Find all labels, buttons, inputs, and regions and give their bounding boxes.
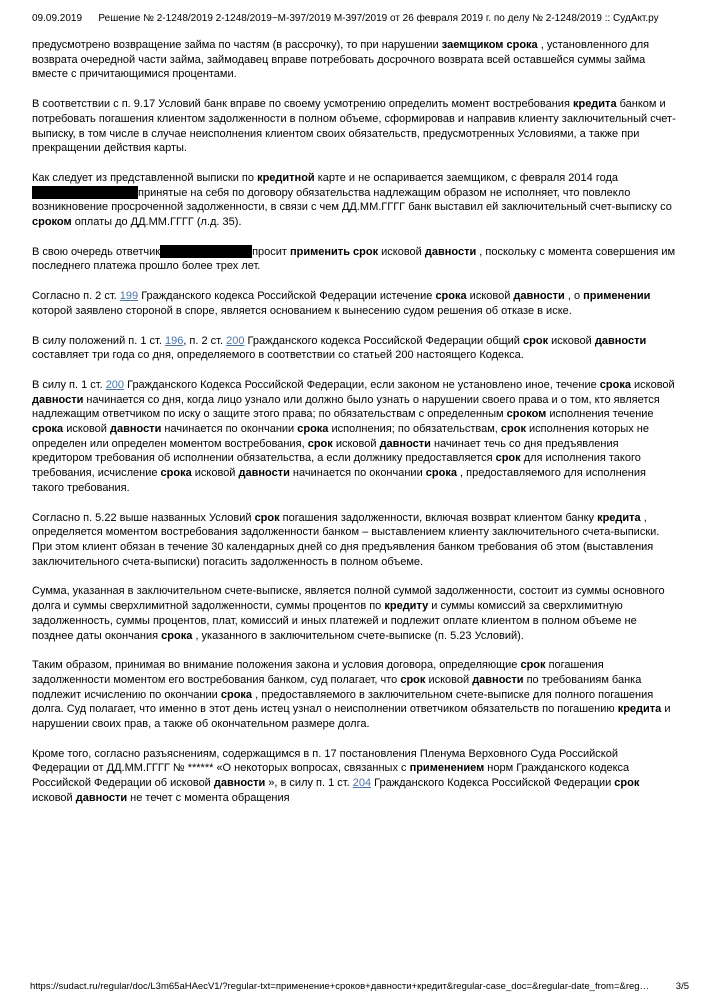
highlight-term: сроком [506, 408, 547, 421]
text-run: исковой [332, 437, 380, 450]
paragraph [32, 334, 677, 363]
text-run: просит [252, 245, 291, 258]
paragraph [32, 658, 677, 732]
text-run: которой заявлено стороной в споре, является основанием к вынесению судом решения об отказе в иске. [32, 304, 572, 317]
highlight-term: давности [238, 467, 290, 480]
highlight-term: срока [220, 688, 253, 701]
text-run: и нарушении своих прав, а также об окончательном размере долга. [32, 703, 671, 731]
text-run: исполнения которых не определен или определен моментом востребования, [32, 423, 649, 450]
text-run: В силу п. 1 ст. [32, 378, 106, 391]
highlight-term: давности [513, 290, 565, 303]
highlight-term: кредиту [384, 600, 429, 613]
highlight-term: срок [614, 777, 640, 790]
text-run: , о [564, 290, 584, 303]
highlight-term: срок [520, 659, 546, 672]
text-run: Как следует из представленной выписки по [32, 171, 258, 184]
paragraph [32, 97, 677, 156]
text-run: В силу положений п. 1 ст. [32, 334, 165, 347]
highlight-term: срок [523, 334, 549, 347]
highlight-term: давности [75, 791, 128, 804]
page-footer [0, 981, 707, 992]
redaction-box [160, 245, 252, 258]
highlight-term: сроком [32, 216, 72, 229]
text-run: банком и потребовать погашения клиентом задолженности в полном объеме, сформировав и направив клиенту заключительный счет-выписку, в том числе в случае неисполнения клиентом своих обязательств, предусмотренных Условиями, а также при прекращении действия карты. [32, 98, 676, 155]
highlight-term: срока [435, 290, 467, 303]
text-run: предусмотрено возвращение займа по частям (в рассрочку), то при нарушении [32, 39, 442, 51]
page-number: 3/5 [675, 981, 689, 992]
paragraph [32, 747, 677, 806]
paragraph [32, 289, 677, 318]
paragraph [32, 511, 677, 570]
highlight-term: заемщиком срока [441, 39, 538, 51]
highlight-term: срок [495, 452, 521, 465]
text-run: составляет три года со дня, определяемого в соответствии со статьей 200 настоящего Кодекса. [32, 349, 524, 362]
page-header [0, 0, 707, 24]
statute-link[interactable]: 200 [105, 378, 125, 391]
highlight-term: срок [254, 511, 280, 524]
redaction-box [32, 186, 138, 199]
statute-link[interactable]: 196 [164, 334, 184, 347]
text-run: , поскольку с момента совершения им последнего платежа прошло более трех лет. [32, 245, 676, 273]
text-run: исполнения; по обязательствам, [328, 423, 501, 436]
text-run: начинается по окончании [289, 467, 426, 480]
text-run: и суммы комиссий за сверхлимитную задолженность, суммы процентов, плат, комиссий и иных платежей и подлежит оплате клиентом в полном объеме не позднее даты окончания [32, 600, 637, 642]
header-title: Решение № 2-1248/2019 2-1248/2019~М-397/2019 М-397/2019 от 26 февраля 2019 г. по делу № 2-1248/2019 :: СудАкт.ру [98, 13, 659, 24]
text-run: Гражданского кодекса Российской Федерации истечение [138, 290, 436, 303]
text-run: исковой [466, 290, 514, 303]
text-run: Таким образом, принимая во внимание положения закона и условия договора, определяющие [32, 659, 521, 672]
highlight-term: применить срок [290, 245, 379, 258]
text-run: погашения задолженности моментом его востребования банком, суд полагает, что [32, 659, 604, 686]
highlight-term: срока [425, 467, 457, 480]
text-run: начинается по окончании [161, 423, 298, 436]
highlight-term: давности [213, 777, 266, 790]
highlight-term: давности [379, 437, 431, 450]
highlight-term: давности [594, 334, 647, 347]
highlight-term: применении [583, 290, 651, 303]
text-run: исковой [548, 334, 595, 347]
highlight-term: срока [161, 629, 193, 642]
paragraph [32, 171, 677, 230]
paragraph [32, 245, 677, 274]
highlight-term: срока [32, 423, 64, 436]
text-run: для исполнения такого требования, исчисление [32, 452, 641, 480]
highlight-term: давности [472, 673, 524, 686]
text-run: начинается со дня, когда лицо узнало или должно было узнать о нарушении своего права и о том, кто является надлежащим ответчиком по иску о защите этого права; по обязательствам с определенным [32, 393, 660, 421]
text-run: исковой [63, 423, 110, 436]
text-run: начинает течь со дня предъявления кредитором требования об исполнении обязательства, а если должнику предоставляется [32, 437, 619, 465]
highlight-term: срока [160, 467, 192, 480]
highlight-term: давности [32, 393, 84, 406]
text-run: , указанного в заключительном счете-выписке (п. 5.23 Условий). [192, 629, 524, 642]
text-run: В соответствии с п. 9.17 Условий банк вправе по своему усмотрению определить момент востребования [32, 98, 573, 111]
paragraph [32, 378, 677, 496]
text-run: погашения задолженности, включая возврат клиентом банку [279, 511, 598, 524]
paragraph [32, 584, 677, 643]
text-run: исковой [32, 791, 76, 804]
text-run: принятые на себя по договору обязательства надлежащим образом не исполняет, что повлекло возникновение просроченной задолженности, в связи с чем ДД.ММ.ГГГГ банк выставил ей заключительный счет-выписку со [32, 186, 672, 214]
statute-link[interactable]: 199 [119, 290, 139, 303]
text-run: Согласно п. 2 ст. [32, 290, 120, 303]
text-run: Согласно п. 5.22 выше названных Условий [32, 511, 255, 524]
highlight-term: давности [109, 423, 162, 436]
text-run: исковой [191, 467, 239, 480]
highlight-term: кредита [617, 703, 662, 716]
highlight-term: срок [307, 437, 333, 450]
highlight-term: кредита [597, 511, 641, 524]
text-run: Сумма, указанная в заключительном счете-выписке, является полной суммой задолженности, состоит из суммы основного долга и суммы сверхлимитной задолженности, суммы процентов по [32, 585, 665, 613]
paragraph [32, 38, 677, 82]
text-run: , предоставляемого для исполнения такого требования. [32, 467, 646, 494]
highlight-term: срок [500, 423, 526, 436]
text-run: Гражданского кодекса Российской Федерации общий [244, 334, 524, 347]
text-run: В свою очередь ответчик [32, 245, 161, 258]
highlight-term: срока [297, 423, 329, 436]
text-run: , п. 2 ст. [183, 334, 227, 347]
text-run: Гражданского Кодекса Российской Федерации [371, 777, 615, 790]
text-run: исковой [378, 245, 425, 258]
statute-link[interactable]: 204 [352, 777, 372, 790]
header-date: 09.09.2019 [32, 13, 83, 24]
text-run: норм Гражданского кодекса Российской Федерации об исковой [32, 762, 630, 790]
text-run: по требованиям банка подлежит исчислению по окончании [32, 673, 642, 701]
text-run: карте и не оспаривается заемщиком, с февраля 2014 года [314, 171, 619, 184]
highlight-term: кредитной [257, 171, 315, 184]
highlight-term: применением [409, 762, 485, 775]
text-run: исковой [630, 378, 675, 391]
highlight-term: срока [599, 378, 631, 391]
highlight-term: давности [424, 245, 477, 258]
text-run: Кроме того, согласно разъяснениям, содержащимся в п. 17 постановления Пленума Верховного Суда Российской Федерации от ДД.ММ.ГГГГ № ****** «О некоторых вопросах, связанных с [32, 747, 618, 775]
statute-link[interactable]: 200 [226, 334, 245, 347]
text-run: , установленного для возврата очередной части займа, займодавец вправе потребовать досрочного возврата всей оставшейся суммы займа вместе с причитающимися процентами. [32, 39, 650, 81]
text-run: , определяется моментом востребования задолженности банком – выставлением клиенту заключительного счета-выписки. При этом клиент обязан в течение 30 календарных дней со дня предъявления банком требования об этом (выставления заключительного счета-выписки) погасить задолженность в полном объеме. [32, 511, 660, 568]
text-run: исковой [425, 673, 473, 686]
text-run: оплаты до ДД.ММ.ГГГГ (л.д. 35). [71, 216, 242, 229]
text-run: », в силу п. 1 ст. [265, 777, 353, 790]
document-body [0, 24, 707, 806]
text-run: , предоставляемого в заключительном счете-выписке для полного погашения долга. Суд полагает, что именно в этот день истец узнал о неисполнении ответчиком обязательств по погашению [32, 688, 654, 716]
highlight-term: кредита [572, 98, 617, 111]
footer-url: https://sudact.ru/regular/doc/L3m65aHAecV1/?regular-txt=применение+сроков+давности+кредит&regular-case_doc=&regular-date_from=&reg… [30, 981, 650, 992]
text-run: не течет с момента обращения [127, 791, 290, 804]
text-run: Гражданского Кодекса Российской Федерации, если законом не установлено иное, течение [124, 378, 600, 391]
highlight-term: срок [400, 673, 426, 686]
text-run: исполнения течение [546, 408, 654, 421]
